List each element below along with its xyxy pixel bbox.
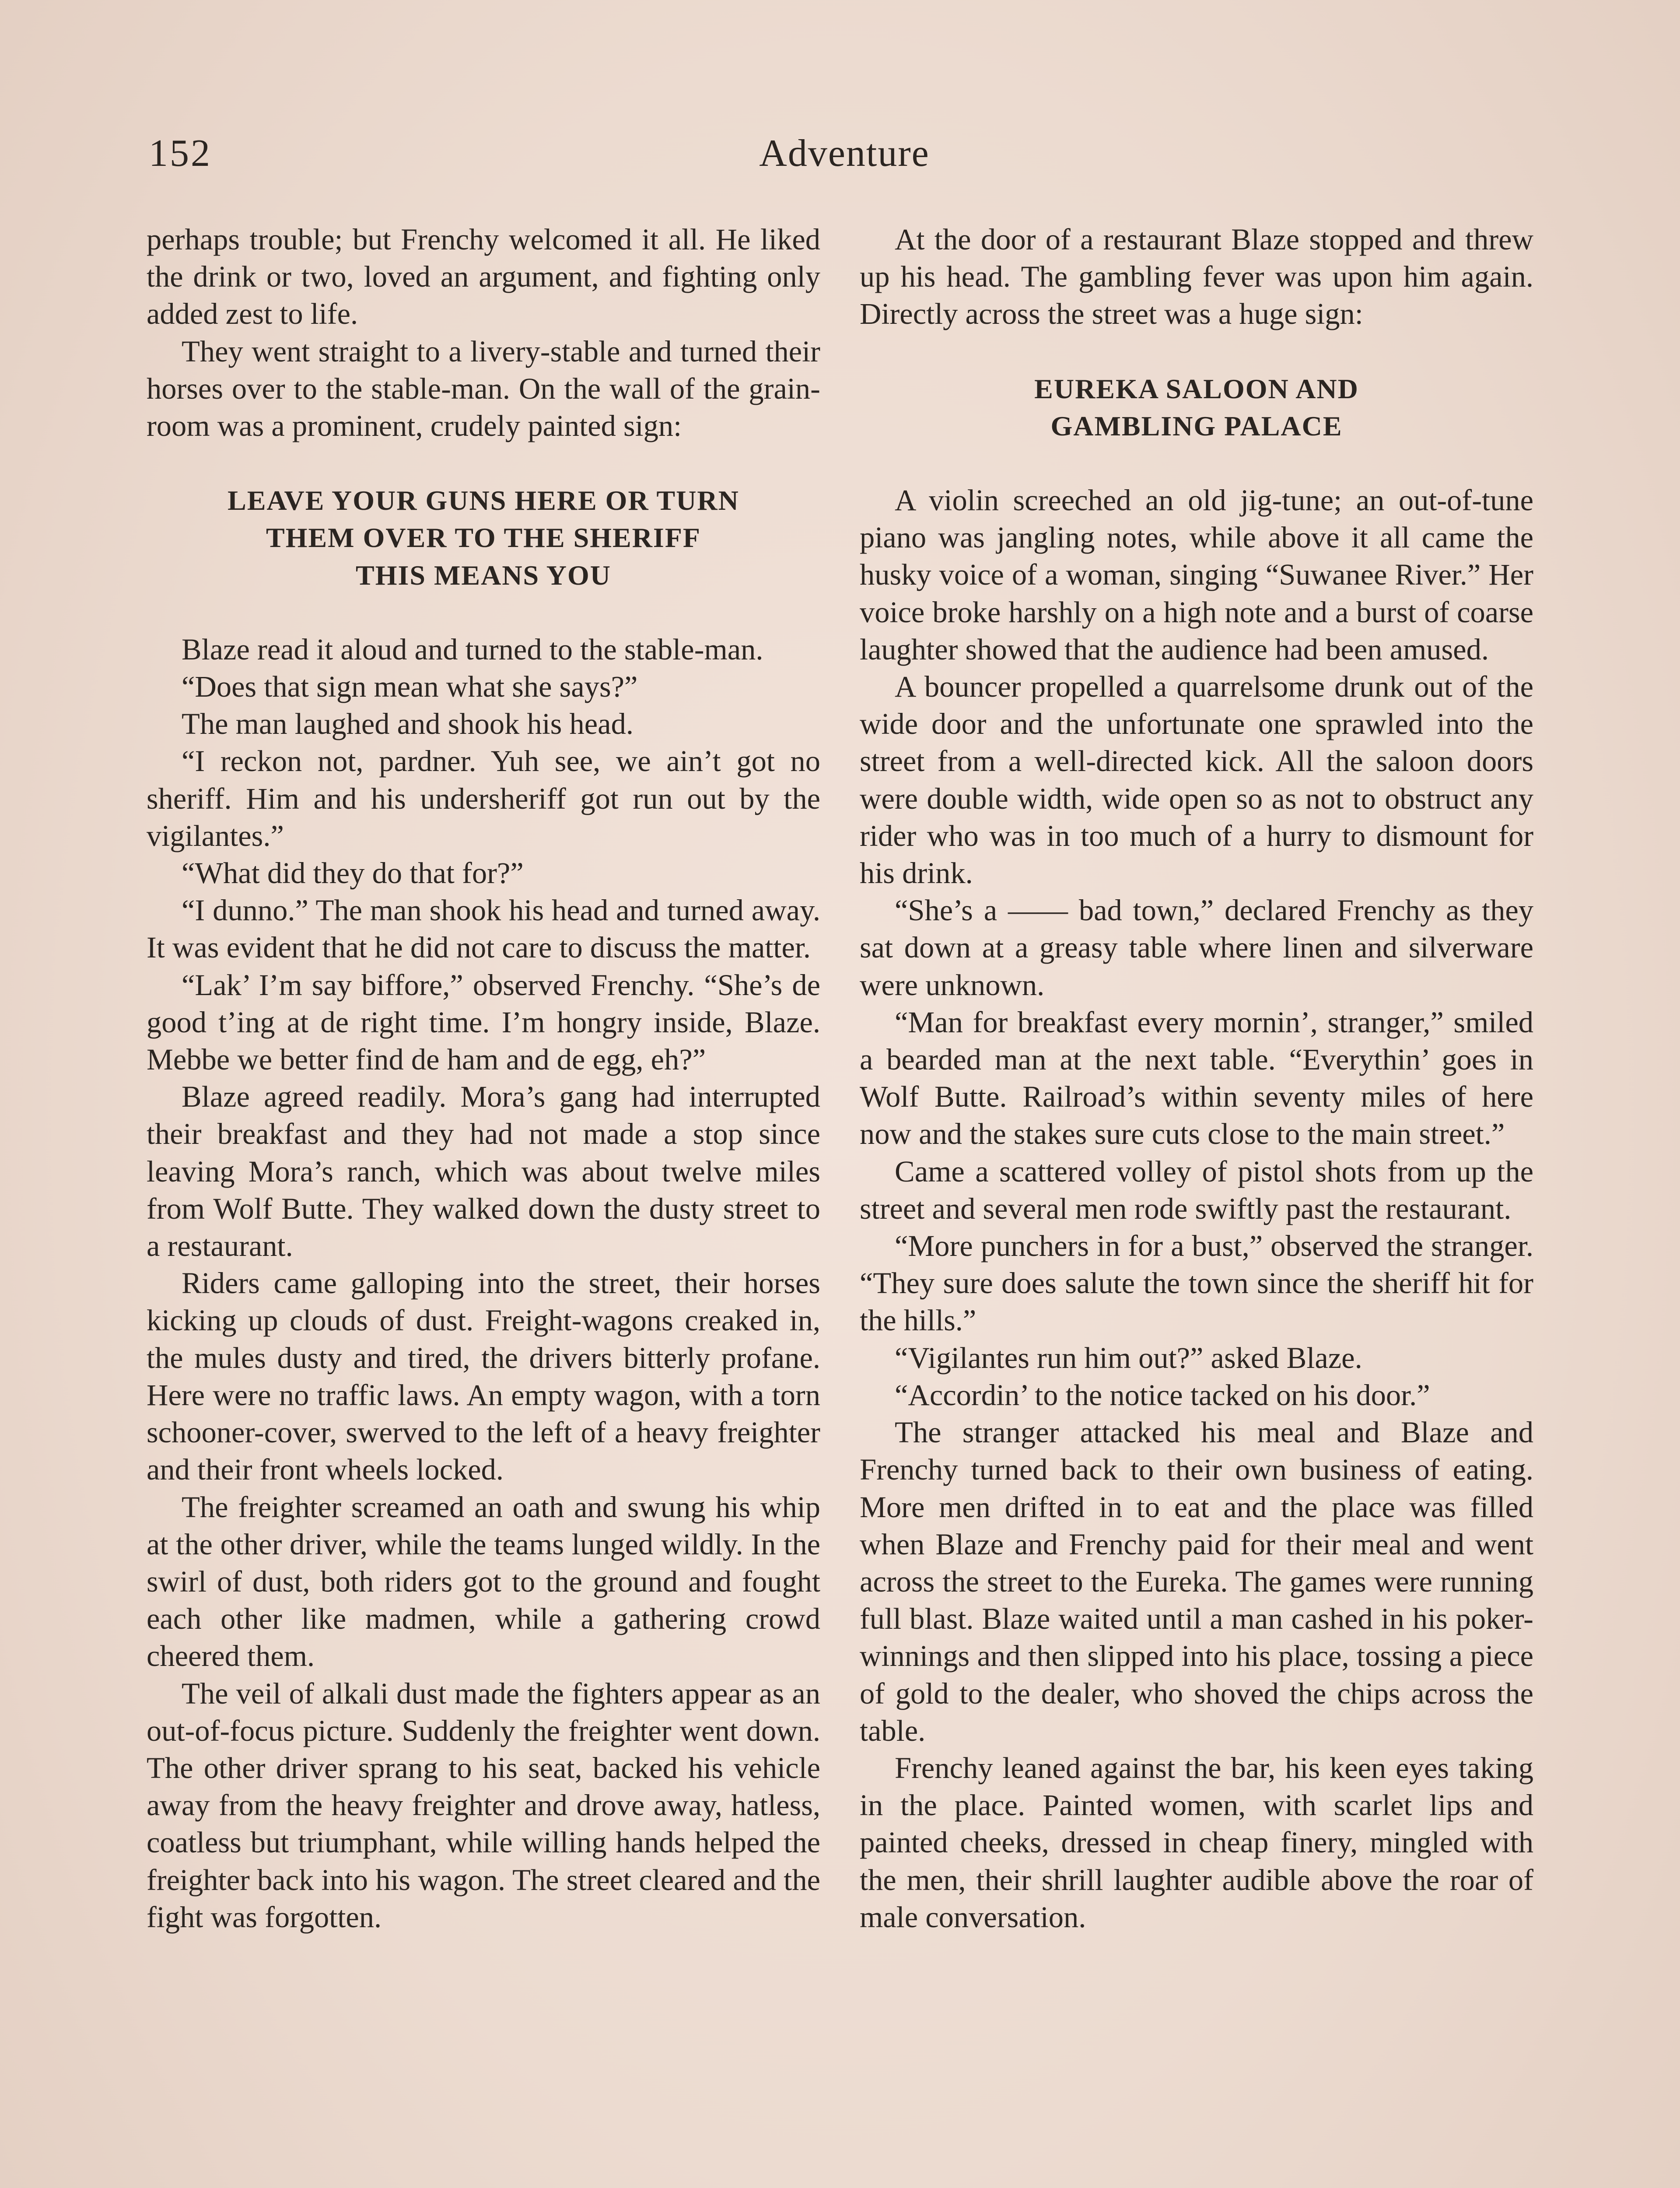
sign-line: EUREKA SALOON AND — [1034, 373, 1359, 404]
livery-sign — [147, 482, 820, 594]
paragraph: “Man for breakfast every mornin’, stranger,” smiled a bearded man at the next table. “Everythin’ goes in Wolf Butte. Railroad’s within seventy miles of here now and the stakes sure cuts close to the main street.” — [860, 1005, 1533, 1151]
right-column — [860, 221, 1533, 1936]
paragraph: Frenchy leaned against the bar, his keen eyes taking in the place. Painted women, with scarlet lips and painted cheeks, dressed in cheap finery, mingled with the men, their shrill laughter audible above the roar of male conversation. — [860, 1751, 1533, 1934]
paragraph: “What did they do that for?” — [182, 856, 524, 890]
paragraph: Riders came galloping into the street, their horses kicking up clouds of dust. Freight-wagons creaked in, the mules dusty and tired, the drivers bitterly profane. Here were no traffic laws. An empty wagon, with a torn schooner-cover, swerved to the left of a heavy freighter and their front wheels locked. — [147, 1266, 820, 1487]
paragraph: The man laughed and shook his head. — [182, 707, 634, 741]
paragraph: At the door of a restaurant Blaze stopped and threw up his head. The gambling fever was upon him again. Directly across the street was a huge sign: — [860, 223, 1533, 331]
paragraph: Came a scattered volley of pistol shots from up the street and several men rode swiftly past the restaurant. — [860, 1154, 1533, 1225]
paragraph: A bouncer propelled a quarrelsome drunk out of the wide door and the unfortunate one sprawled into the street from a well-directed kick. All the saloon doors were double width, wide open so as not to obstruct any rider who was in too much of a hurry to dismount for his drink. — [860, 670, 1533, 890]
paragraph: “More punchers in for a bust,” observed the stranger. “They sure does salute the town since the sheriff hit for the hills.” — [860, 1229, 1533, 1337]
paragraph: “Does that sign mean what she says?” — [182, 670, 638, 704]
paragraph: They went straight to a livery-stable and turned their horses over to the stable-man. On the wall of the grain-room was a prominent, crudely painted sign: — [147, 334, 820, 443]
saloon-sign — [860, 370, 1533, 445]
page-number: 152 — [149, 132, 212, 175]
paragraph: perhaps trouble; but Frenchy welcomed it all. He liked the drink or two, loved an argument, and fighting only added zest to life. — [147, 223, 820, 331]
paragraph: Blaze read it aloud and turned to the stable-man. — [182, 632, 763, 666]
paragraph: The stranger attacked his meal and Blaze and Frenchy turned back to their own business of eating. More men drifted in to eat and the place was filled when Blaze and Frenchy paid for their meal and went across the street to the Eureka. The games were running full blast. Blaze waited until a man cashed in his poker-winnings and then slipped into his place, tossing a piece of gold to the dealer, who shoved the chips across the table. — [860, 1416, 1533, 1747]
paragraph: “I dunno.” The man shook his head and turned away. It was evident that he did not care to discuss the matter. — [147, 894, 820, 964]
page-header — [149, 131, 1540, 193]
paragraph: The freighter screamed an oath and swung his whip at the other driver, while the teams lunged wildly. In the swirl of dust, both riders got to the ground and fought each other like madmen, while a gathering crowd cheered them. — [147, 1490, 820, 1673]
paragraph: “I reckon not, pardner. Yuh see, we ain’t got no sheriff. Him and his undersheriff got run out by the vigilantes.” — [147, 744, 820, 852]
left-column — [147, 221, 820, 1936]
paragraph: A violin screeched an old jig-tune; an out-of-tune piano was jangling notes, while above it all came the husky voice of a woman, singing “Suwanee River.” Her voice broke harshly on a high note and a burst of coarse laughter showed that the audience had been amused. — [860, 484, 1533, 666]
paragraph: “Vigilantes run him out?” asked Blaze. — [895, 1341, 1362, 1375]
paragraph: Blaze agreed readily. Mora’s gang had interrupted their breakfast and they had not made a stop since leaving Mora’s ranch, which was about twelve miles from Wolf Butte. They walked down the dusty street to a restaurant. — [147, 1080, 820, 1263]
paragraph: The veil of alkali dust made the fighters appear as an out-of-focus picture. Suddenly the freighter went down. The other driver sprang to his seat, backed his vehicle away from the heavy freighter and drove away, hatless, coatless but triumphant, while willing hands helped the freighter back into his wagon. The street cleared and the fight was forgotten. — [147, 1676, 820, 1934]
sign-line: THEM OVER TO THE SHERIFF — [266, 522, 701, 554]
paragraph: “Accordin’ to the notice tacked on his door.” — [895, 1378, 1430, 1412]
sign-line: GAMBLING PALACE — [1050, 410, 1343, 442]
paragraph: “Lak’ I’m say biffore,” observed Frenchy. “She’s de good t’ing at de right time. I’m hongry inside, Blaze. Mebbe we better find de ham and de egg, eh?” — [147, 968, 820, 1076]
paragraph: “She’s a —— bad town,” declared Frenchy as they sat down at a greasy table where linen and silverware were unknown. — [860, 894, 1533, 1002]
sign-line: LEAVE YOUR GUNS HERE OR TURN — [228, 485, 739, 516]
sign-line: THIS MEANS YOU — [356, 559, 611, 591]
running-title: Adventure — [759, 132, 930, 175]
